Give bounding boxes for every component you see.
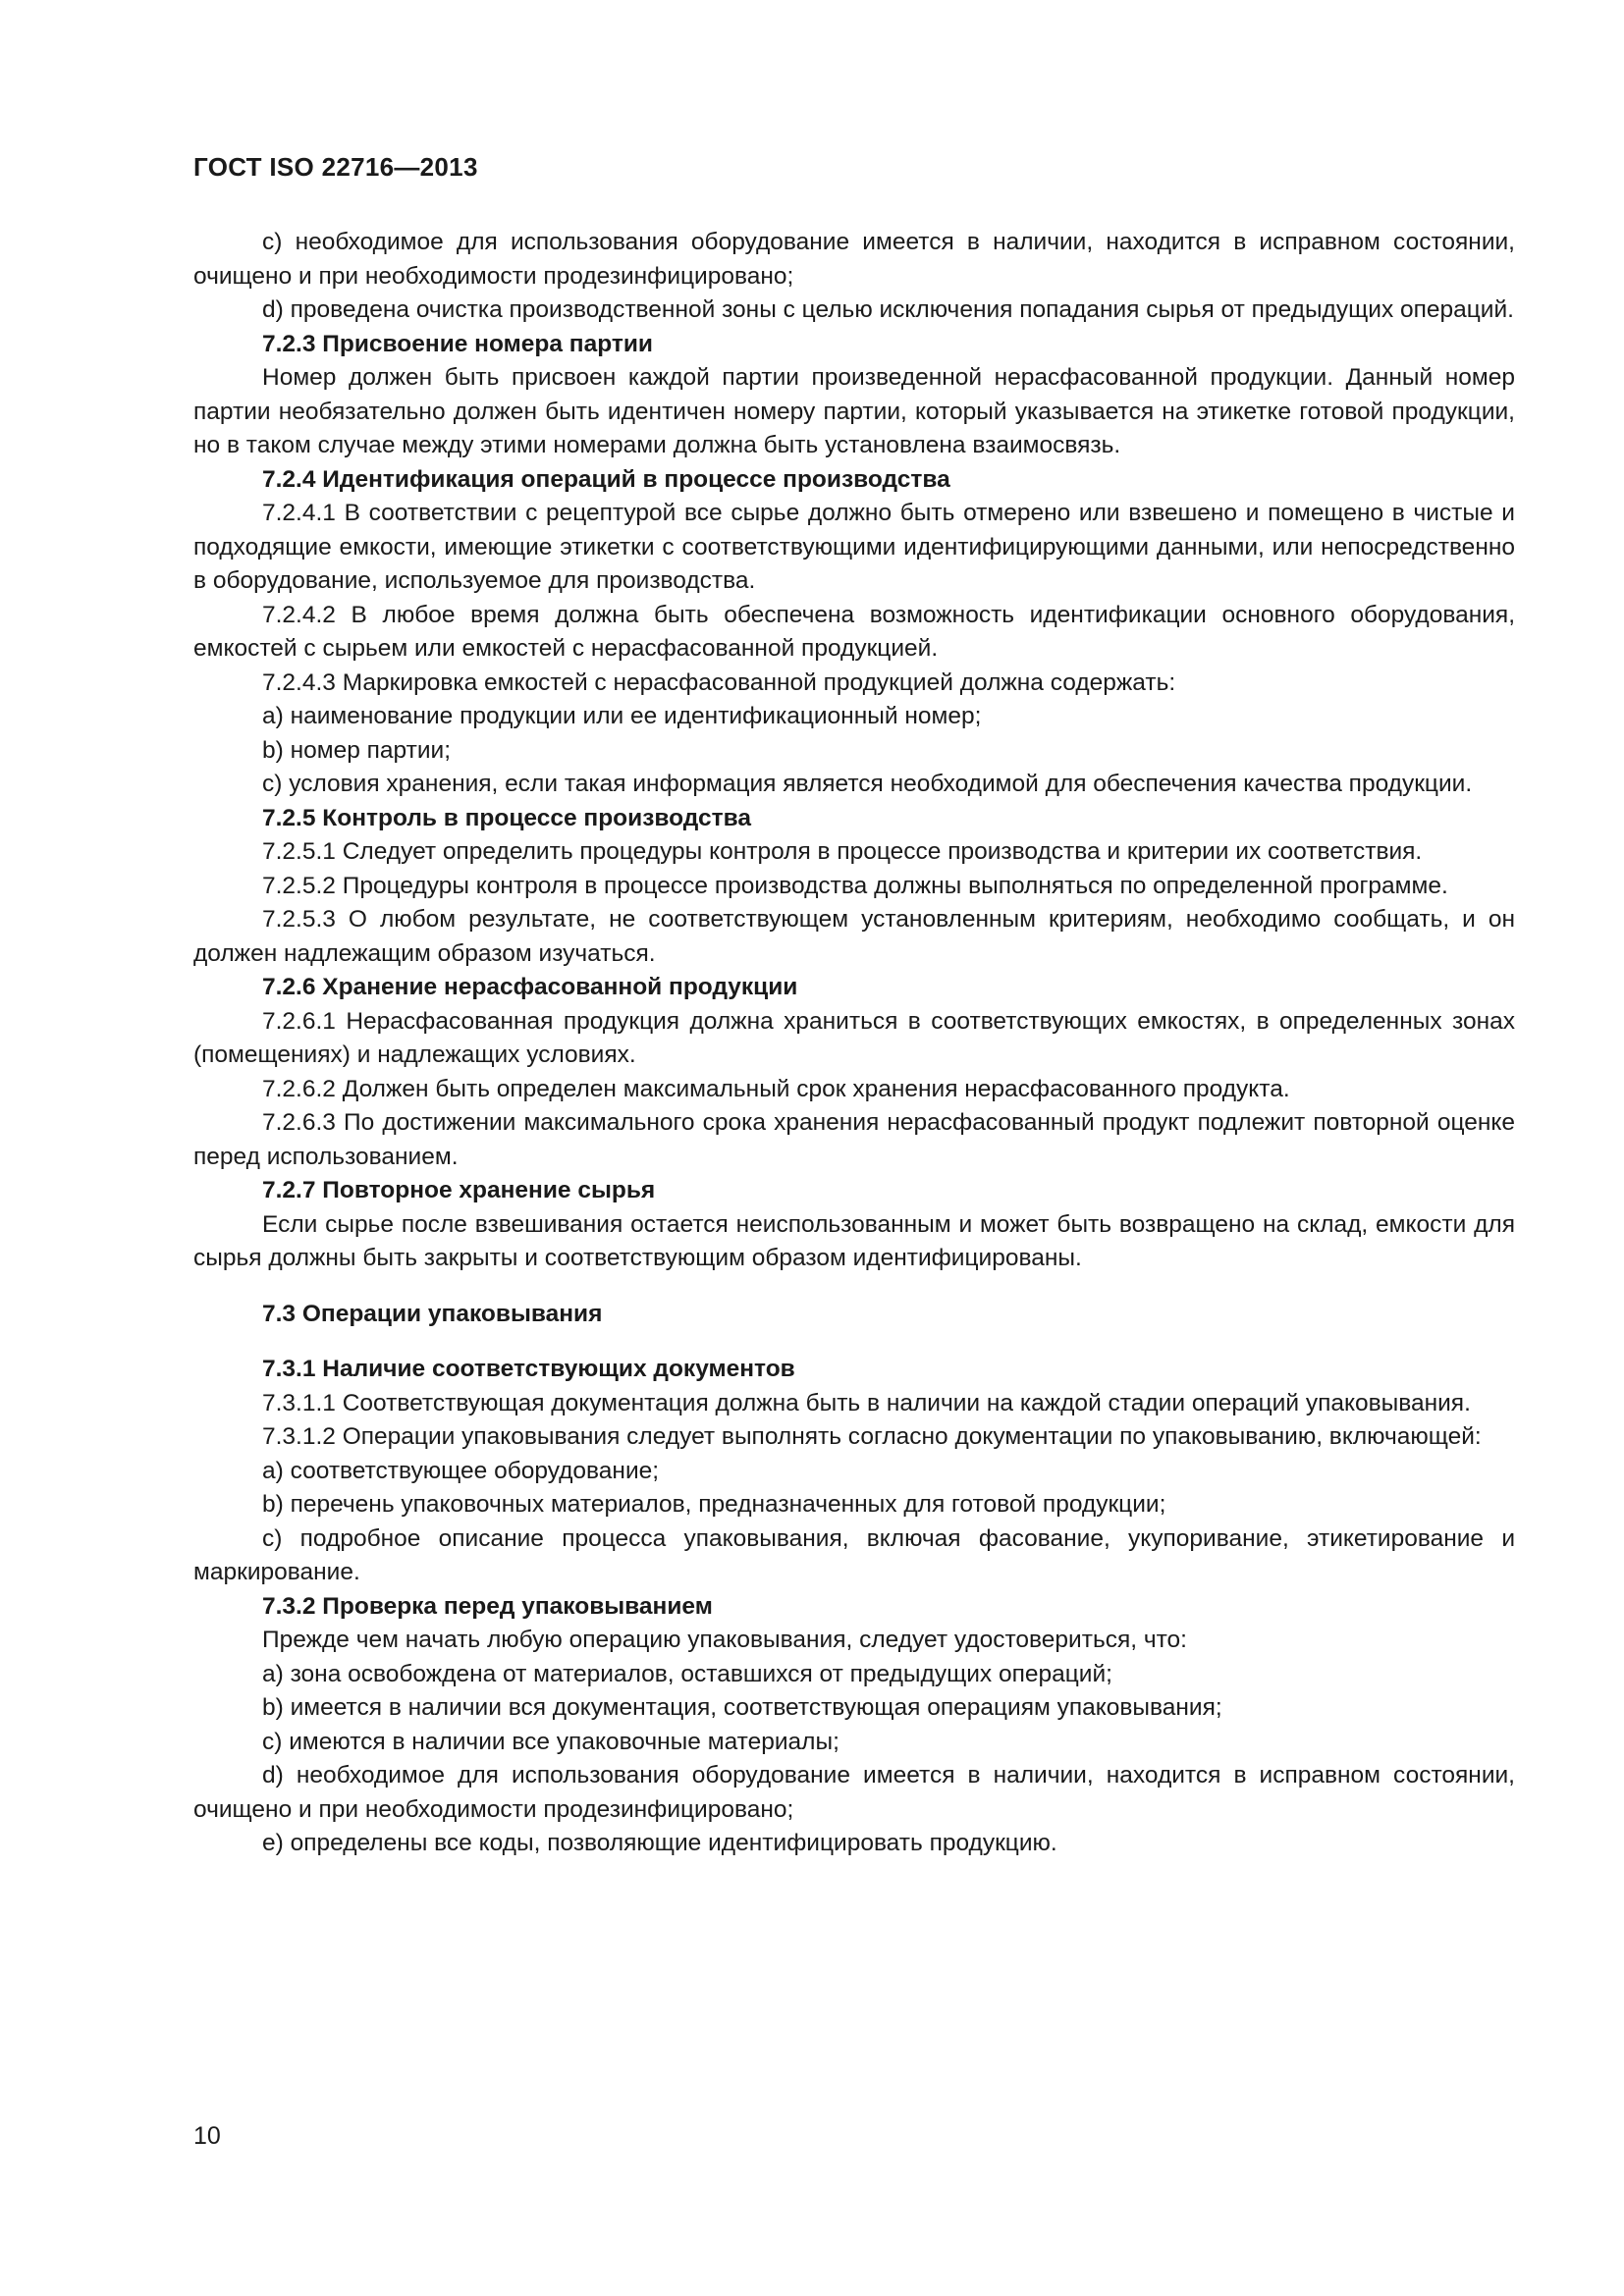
paragraph: 7.2.5.3 О любом результате, не соответствующем установленным критериям, необходимо сообщать, и он должен надлежащим образом изучаться. xyxy=(193,906,1515,967)
paragraph: Номер должен быть присвоен каждой партии произведенной нерасфасованной продукции. Данный номер партии необязательно должен быть идентичен номеру партии, который указывается на этикетке готовой продукции, но в таком случае между этими номерами должна быть установлена взаимосвязь. xyxy=(193,364,1515,458)
paragraph: b) имеется в наличии вся документация, соответствующая операциям упаковывания; xyxy=(262,1694,1222,1721)
section-heading: 7.2.4 Идентификация операций в процессе производства xyxy=(262,465,950,493)
paragraph: 7.2.5.1 Следует определить процедуры контроля в процессе производства и критерии их соответствия. xyxy=(262,838,1423,865)
page-number: 10 xyxy=(193,2122,221,2150)
paragraph: с) подробное описание процесса упаковывания, включая фасование, укупоривание, этикетирование и маркирование. xyxy=(193,1524,1515,1585)
paragraph: а) соответствующее оборудование; xyxy=(262,1457,660,1484)
standard-header: ГОСТ ISO 22716—2013 xyxy=(193,152,478,182)
paragraph: 7.2.4.2 В любое время должна быть обеспечена возможность идентификации основного оборудования, емкостей с сырьем или емкостей с нерасфасованной продукцией. xyxy=(193,601,1515,662)
section-heading: 7.2.5 Контроль в процессе производства xyxy=(262,804,751,831)
section-heading: 7.3.1 Наличие соответствующих документов xyxy=(262,1356,795,1382)
paragraph: Если сырье после взвешивания остается неиспользованным и может быть возвращено на склад, емкости для сырья должны быть закрыты и соответствующим образом идентифицированы. xyxy=(193,1210,1515,1271)
paragraph: 7.2.4.1 В соответствии с рецептурой все сырье должно быть отмерено или взвешено и помещено в чистые и подходящие емкости, имеющие этикетки с соответствующими идентифицирующими данными, или непосредственно в оборудование, используемое для производства. xyxy=(193,500,1515,594)
paragraph: с) необходимое для использования оборудование имеется в наличии, находится в исправном состоянии, очищено и при необходимости продезинфицировано; xyxy=(193,229,1515,290)
body-text xyxy=(193,226,1515,1861)
section-heading: 7.3 Операции упаковывания xyxy=(262,1300,603,1327)
paragraph: d) необходимое для использования оборудование имеется в наличии, находится в исправном состоянии, очищено и при необходимости продезинфицировано; xyxy=(193,1762,1515,1823)
section-heading: 7.2.6 Хранение нерасфасованной продукции xyxy=(262,974,798,1000)
paragraph: b) номер партии; xyxy=(262,736,452,764)
paragraph: 7.2.4.3 Маркировка емкостей с нерасфасованной продукцией должна содержать: xyxy=(262,668,1176,696)
paragraph: с) условия хранения, если такая информация является необходимой для обеспечения качества продукции. xyxy=(262,771,1473,797)
paragraph: а) наименование продукции или ее идентификационный номер; xyxy=(262,703,982,729)
section-heading: 7.3.2 Проверка перед упаковыванием xyxy=(262,1592,713,1620)
section-heading: 7.2.3 Присвоение номера партии xyxy=(262,330,653,357)
paragraph: b) перечень упаковочных материалов, предназначенных для готовой продукции; xyxy=(262,1491,1166,1518)
paragraph: е) определены все коды, позволяющие идентифицировать продукцию. xyxy=(262,1830,1057,1856)
paragraph: а) зона освобождена от материалов, оставшихся от предыдущих операций; xyxy=(262,1660,1112,1687)
paragraph: 7.2.6.1 Нерасфасованная продукция должна храниться в соответствующих емкостях, в определенных зонах (помещениях) и надлежащих условиях. xyxy=(193,1007,1515,1068)
section-heading: 7.2.7 Повторное хранение сырья xyxy=(262,1177,656,1203)
paragraph: 7.2.6.3 По достижении максимального срока хранения нерасфасованный продукт подлежит повторной оценке перед использованием. xyxy=(193,1109,1515,1170)
paragraph: 7.2.6.2 Должен быть определен максимальный срок хранения нерасфасованного продукта. xyxy=(262,1075,1290,1102)
paragraph: 7.2.5.2 Процедуры контроля в процессе производства должны выполняться по определенной программе. xyxy=(262,872,1448,899)
paragraph: Прежде чем начать любую операцию упаковывания, следует удостовериться, что: xyxy=(262,1627,1187,1653)
paragraph: с) имеются в наличии все упаковочные материалы; xyxy=(262,1728,839,1755)
paragraph: 7.3.1.2 Операции упаковывания следует выполнять согласно документации по упаковыванию, включающей: xyxy=(262,1423,1482,1450)
paragraph: 7.3.1.1 Соответствующая документация должна быть в наличии на каждой стадии операций упаковывания. xyxy=(262,1389,1471,1416)
paragraph: d) проведена очистка производственной зоны с целью исключения попадания сырья от предыдущих операций. xyxy=(262,296,1514,323)
